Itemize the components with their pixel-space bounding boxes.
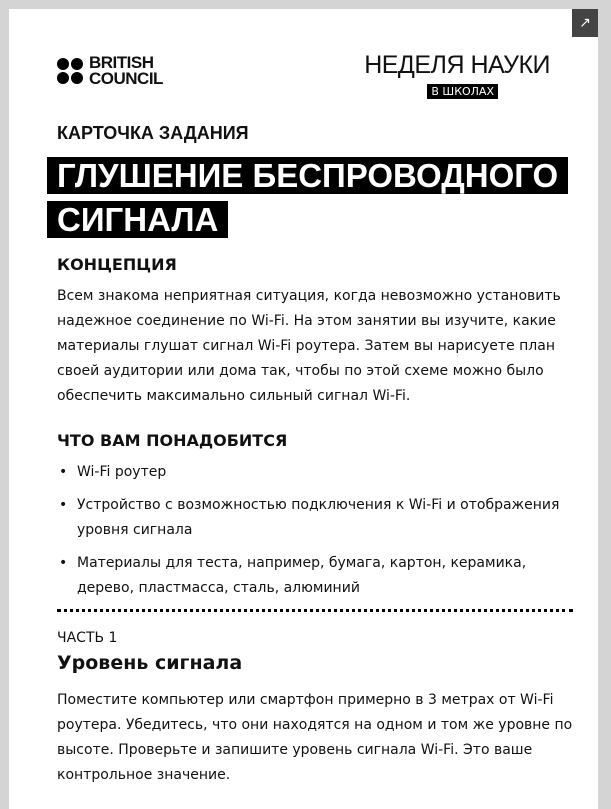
open-external-icon[interactable]: ↗	[572, 9, 598, 37]
page-title	[47, 154, 587, 242]
part-label: ЧАСТЬ 1	[57, 630, 118, 646]
event-subtitle: В ШКОЛАХ	[427, 84, 498, 99]
card-kicker: КАРТОЧКА ЗАДАНИЯ	[57, 123, 249, 143]
dotted-divider	[57, 609, 573, 612]
british-council-logo	[57, 55, 163, 87]
part-heading: Уровень сигнала	[57, 652, 243, 674]
document-page	[9, 9, 598, 809]
logo-line2: COUNCIL	[89, 69, 163, 88]
page-title-text: ГЛУШЕНИЕ БЕСПРОВОДНОГО СИГНАЛА	[47, 157, 568, 238]
logo-line1: BRITISH	[89, 53, 154, 72]
part-text: Поместите компьютер или смартфон примерно в 3 метрах от Wi-Fi роутера. Убедитесь, что они находятся на одном и том же уровне по высоте. Проверьте и запишите уровень сигнала Wi-Fi. Это ваше контрольное значение.	[57, 692, 573, 783]
needs-list	[57, 460, 577, 601]
science-week-logo	[364, 51, 550, 99]
list-item: • Wi-Fi роутер	[57, 460, 577, 485]
event-title: НЕДЕЛЯ НАУКИ	[364, 51, 550, 79]
logo-dots-icon	[57, 58, 83, 84]
list-item: • Устройство с возможностью подключения к Wi-Fi и отображения уровня сигнала	[57, 493, 577, 543]
concept-text: Всем знакома неприятная ситуация, когда невозможно установить надежное соединение по Wi-Fi. На этом занятии вы изучите, какие материалы глушат сигнал Wi-Fi роутера. Затем вы нарисуете план своей аудитории или дома так, чтобы по этой схеме можно было обеспечить максимально сильный сигнал Wi-Fi.	[57, 288, 561, 404]
needs-heading: ЧТО ВАМ ПОНАДОБИТСЯ	[57, 431, 288, 450]
concept-heading: КОНЦЕПЦИЯ	[57, 255, 177, 274]
list-item: • Материалы для теста, например, бумага, картон, керамика, дерево, пластмасса, сталь, алюминий	[57, 551, 577, 601]
